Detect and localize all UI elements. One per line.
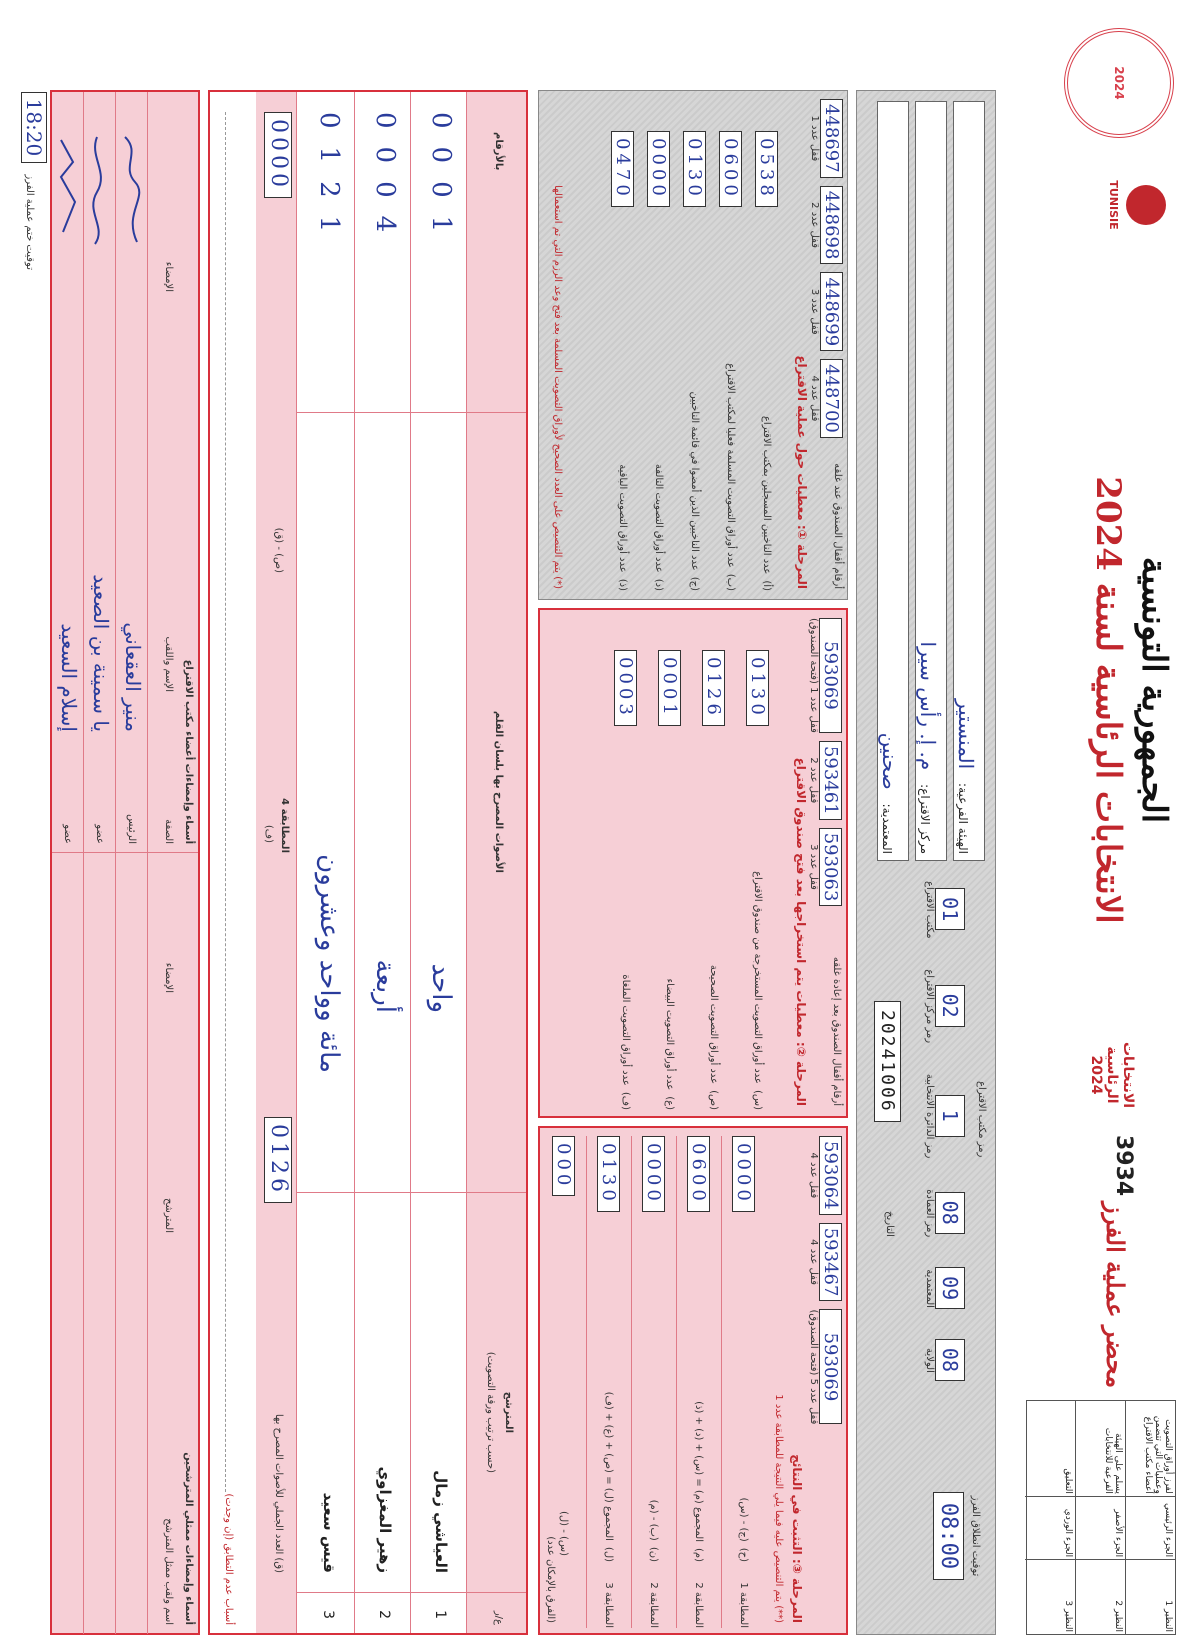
member-row xyxy=(116,92,148,852)
check-row xyxy=(631,1136,676,1628)
copies-table xyxy=(1026,1400,1176,1635)
section2-item xyxy=(692,650,736,1110)
signatures-block xyxy=(50,90,200,1635)
seal-value: 593064 xyxy=(819,1136,842,1215)
signature-scribble-icon xyxy=(55,132,79,252)
reps-title: أسماء وإمضاءات ممثلي المترشحين xyxy=(183,1452,194,1625)
codes-row xyxy=(924,881,965,1381)
header-band xyxy=(1006,0,1196,1651)
copies-row xyxy=(1025,1401,1075,1634)
section1-seal-label: أرقام أقفال الصندوق عند غلقه xyxy=(832,463,843,589)
section1-item xyxy=(677,131,713,591)
members-title: أسماء وإمضاءات أعضاء مكتب الاقتراع xyxy=(183,659,194,844)
region-value: المنستير xyxy=(954,699,978,770)
check-formula: (س) - (ل) xyxy=(558,1510,570,1556)
copy-dest: يسلم على الهيئة الفرعية للانتخابات xyxy=(1103,1427,1124,1494)
seal-label: قفل عدد 2 xyxy=(808,757,819,804)
item-label: عدد أوراق التصويت البيضاء xyxy=(664,978,676,1091)
code-cell xyxy=(924,969,965,1043)
item-key: (ذ) xyxy=(617,578,629,591)
row-letters: أربعة xyxy=(370,959,400,1013)
check-formula: (ج) - (س) xyxy=(738,1497,750,1542)
check-formula: المجموع (م) = (س) + (د) + (ذ) xyxy=(693,1401,705,1542)
copy-part: الجزء الوردي xyxy=(1025,1496,1075,1559)
check-diff: 0000 xyxy=(643,1136,666,1212)
seal-label: قفل عدد 3 xyxy=(809,288,820,335)
constituency-value: صحنين xyxy=(878,732,902,790)
row-index: 1 xyxy=(432,1610,448,1619)
item-key: (ب) xyxy=(725,573,737,591)
code-cell xyxy=(924,1074,965,1158)
diff-label: (الفرق بالإمكان عدد) xyxy=(545,1536,556,1623)
seal-value: 593063 xyxy=(819,828,842,907)
row-candidate: زهير المغزاوي xyxy=(376,1466,394,1573)
seal-box xyxy=(809,359,843,438)
seal-box xyxy=(809,186,843,265)
seal-value: 593069 xyxy=(819,618,842,733)
check-sub: (ل) xyxy=(603,1546,615,1562)
check-row xyxy=(586,1136,631,1628)
seal-box xyxy=(809,99,843,178)
flag-icon xyxy=(1126,185,1166,225)
match4-label: المطابقة 4 xyxy=(279,798,290,853)
check-diff: 0000 xyxy=(733,1136,756,1212)
results-table xyxy=(208,90,528,1635)
member-name: منير العقعاني xyxy=(121,622,145,732)
item-value: 0126 xyxy=(703,650,726,726)
isie-label: TUNISIE xyxy=(1107,180,1120,230)
section3 xyxy=(538,1126,848,1635)
section3-checks xyxy=(542,1136,766,1628)
item-value: 0130 xyxy=(684,131,707,207)
form-number: 3934 xyxy=(1111,1135,1136,1197)
section1-footnote: (*) يتم التنصيص على العدد الصحيح لأوراق التصويت المسلمة بعد فتح وعد الرزم التي تم استعمالها xyxy=(552,185,563,589)
results-header xyxy=(466,92,526,1633)
seal-value: 448698 xyxy=(820,186,843,265)
copy-name: النظير 1 xyxy=(1126,1559,1175,1634)
end-time-group xyxy=(6,10,46,270)
date-label: التاريخ xyxy=(884,1211,895,1237)
code-value: 09 xyxy=(935,1267,965,1309)
constituency-field xyxy=(877,101,909,861)
code-label: المعتمدية xyxy=(924,1269,935,1308)
match4-formula: (ص) - (ق) xyxy=(273,527,284,573)
seal-label: قفل عدد 5 (فتحة الصندوق) xyxy=(808,1309,819,1425)
code-cell xyxy=(924,881,965,938)
check-name: المطابقة 1 xyxy=(738,1582,750,1628)
seal-value: 448697 xyxy=(820,99,843,178)
section2-item xyxy=(736,650,780,1110)
code-label: رمز العمادة xyxy=(924,1189,935,1238)
seal-value: 593069 xyxy=(819,1309,842,1424)
time-label: توقيت انطلاق الفرز xyxy=(970,1495,981,1577)
region-field xyxy=(953,101,985,861)
form-title: محضر عملية الفرز xyxy=(1101,1201,1130,1389)
seal-label: قفل عدد 4 xyxy=(809,375,820,422)
code-label: رمز مركز الاقتراع xyxy=(924,969,935,1044)
copy-dest: لفرز أوراق التصويت وعمليات التي تتضمن أعضاء مكتب الاقتراع xyxy=(1143,1415,1173,1494)
date-value: 20241006 xyxy=(874,1001,901,1122)
row-divider xyxy=(147,853,148,1634)
seal-box xyxy=(809,272,843,351)
code-label: رمز الدائرة الانتخابية xyxy=(924,1073,935,1159)
row-divider xyxy=(115,853,116,1634)
col-index-label: ع/ر xyxy=(493,1610,504,1625)
codes-group xyxy=(863,881,987,1381)
section1-item xyxy=(749,131,785,591)
code-value: 1 xyxy=(935,1095,965,1137)
table-row xyxy=(410,92,466,1633)
item-key: (ج) xyxy=(689,576,701,591)
time-value: 08:00 xyxy=(933,1492,964,1580)
item-key: (س) xyxy=(752,1089,764,1110)
member-signature xyxy=(55,132,79,252)
item-label: عدد أوراق التصويت التالفة xyxy=(653,463,665,573)
subtitle: الجمهورية التونسية xyxy=(1134,556,1174,824)
col-candidate-label: المترشح xyxy=(503,1391,514,1433)
check-diff: 000 xyxy=(553,1136,576,1196)
member-name: إسلام السعيد xyxy=(57,623,81,732)
totals-row xyxy=(256,92,296,1633)
table-row xyxy=(296,92,354,1633)
check-formula: المجموع (ل) = (ص) + (ع) + (ف) xyxy=(603,1391,615,1541)
center-label: مركز الاقتراع: xyxy=(918,784,932,854)
copy-part: الجزء الأصفر xyxy=(1076,1496,1125,1559)
member-name: يا سمينة بن الصعيد xyxy=(89,574,113,732)
members-col-name: الإسم واللقب xyxy=(163,636,174,692)
row-digits: 0004 xyxy=(370,112,400,251)
section1-items xyxy=(605,131,785,591)
item-label: عدد الناخبين الذين أمضوا في قائمة الناخبين xyxy=(689,391,701,571)
seal-value: 448699 xyxy=(820,272,843,351)
section2 xyxy=(538,608,848,1118)
region-label: الهيئة الفرعية: xyxy=(956,783,970,854)
copies-row xyxy=(1075,1401,1125,1634)
mismatch-label: أسباب عدم التطابق (إن وجدت) xyxy=(223,1493,234,1625)
time-group xyxy=(933,1451,981,1621)
item-value: 0000 xyxy=(648,131,671,207)
check-name: المطابقة 2 xyxy=(693,1582,705,1628)
row-candidate: العياشي زمال xyxy=(432,1470,450,1573)
member-role: عضو xyxy=(62,824,73,844)
item-value: 0600 xyxy=(720,131,743,207)
seal-label: قفل عدد 2 xyxy=(809,202,820,248)
item-value: 0470 xyxy=(612,131,635,207)
members-col-sign: الإمضاء xyxy=(163,261,174,292)
check-sub: (ن) xyxy=(648,1546,660,1562)
section3-seals xyxy=(808,1136,842,1626)
identity-band xyxy=(856,90,996,1635)
seal-value: 593461 xyxy=(819,741,842,820)
check-sub: (ح) xyxy=(738,1547,750,1562)
total-value: 0126 xyxy=(264,1117,292,1203)
row-digits: 0121 xyxy=(314,112,344,251)
check-row xyxy=(676,1136,721,1628)
copies-row xyxy=(1125,1401,1175,1634)
copy-part: الجزء الرئيسي xyxy=(1126,1496,1175,1559)
section3-title: المرحلة ③: التثبت في النتائج xyxy=(790,1454,804,1623)
seal-label: قفل عدد 1 xyxy=(809,115,820,162)
member-row xyxy=(52,92,84,852)
copy-name: النظير 3 xyxy=(1025,1559,1075,1634)
code-cell xyxy=(924,1189,965,1237)
table-row xyxy=(354,92,410,1633)
section2-item xyxy=(604,650,648,1110)
code-value: 08 xyxy=(935,1192,965,1234)
row-index: 2 xyxy=(376,1610,392,1619)
check-sub: (م) xyxy=(693,1548,705,1562)
col-letters-label: الأصوات المصرح بها بلسان القلم xyxy=(493,710,504,873)
official-stamp xyxy=(1064,28,1174,138)
seal-value: 593467 xyxy=(819,1223,842,1302)
members-col-role: الصفة xyxy=(163,819,174,844)
item-key: (ص) xyxy=(708,1090,720,1110)
member-role: عضو xyxy=(94,824,105,844)
section2-title: المرحلة ②: معطيات يتم استخراجها بعد فتح صندوق الاقتراع xyxy=(794,757,808,1106)
item-value: 0003 xyxy=(615,650,638,726)
row-divider xyxy=(83,853,84,1634)
copy-dest: التعليق xyxy=(1063,1468,1074,1494)
member-signature xyxy=(119,132,143,252)
code-cell xyxy=(924,1340,965,1381)
mismatch-line xyxy=(225,112,226,1492)
seal-box xyxy=(808,618,842,733)
end-time-value: 18:20 xyxy=(21,92,47,164)
check-row xyxy=(721,1136,766,1628)
row-letters: مائة وواحد وعشرون xyxy=(314,854,344,1073)
item-label: عدد أوراق التصويت الباقية xyxy=(617,464,629,573)
section1-item xyxy=(641,131,677,591)
isie-logo xyxy=(1046,160,1166,250)
station-code-label: رمز مكتب الاقتراع xyxy=(976,1081,987,1158)
copy-name: النظير 2 xyxy=(1076,1559,1125,1634)
match4-diff: 0000 xyxy=(264,112,292,198)
section3-headnote: (**) يتم التنصيص عليه فيما يلي النتيجة للمطابقة عدد 1 xyxy=(773,1394,784,1623)
check-name: المطابقة 3 xyxy=(603,1582,615,1628)
check-name: المطابقة 2 xyxy=(648,1582,660,1628)
item-label: عدد أوراق التصويت المستخرجة من صندوق الاقتراع xyxy=(752,871,764,1084)
section1-title: المرحلة ①: معطيات حول عملية الاقتراع xyxy=(795,355,809,589)
row-candidate: قيس سعيد xyxy=(320,1492,338,1573)
seal-label: قفل عدد 3 xyxy=(808,844,819,890)
code-cell xyxy=(924,1268,965,1309)
seal-value: 448700 xyxy=(820,359,843,438)
total-label: (ق) العدد الجملي للأصوات المصرح بها xyxy=(273,1413,284,1573)
section2-seals xyxy=(808,618,842,978)
end-time-label: توقيت ختم عملية الفرز xyxy=(24,174,35,270)
code-label: مكتب الاقتراع xyxy=(924,881,935,939)
constituency-label: المعتمدية: xyxy=(880,803,894,854)
section2-items xyxy=(604,650,780,1110)
reps-table xyxy=(52,852,198,1633)
item-value: 0001 xyxy=(659,650,682,726)
center-value: م. إ. رأس سيرا xyxy=(916,641,940,771)
section2-item xyxy=(648,650,692,1110)
item-key: (د) xyxy=(653,578,665,591)
code-label: الولاية xyxy=(924,1348,935,1373)
section1-seals xyxy=(809,99,843,589)
check-formula: (ب) - (م) xyxy=(648,1499,660,1541)
seal-box xyxy=(808,1309,842,1424)
stamp-text: 2024 xyxy=(1112,66,1126,100)
col-digits-label: بالأرقام xyxy=(493,132,504,171)
item-label: عدد أوراق التصويت الصحيحة xyxy=(708,964,720,1085)
row-digits: 0001 xyxy=(426,112,456,251)
member-signature xyxy=(87,132,111,252)
match4-sub: (ف) xyxy=(263,824,274,843)
item-label: عدد أوراق التصويت الملغاة xyxy=(620,974,632,1086)
col-candidate-sub: (حسب ترتيب ورقة التصويت) xyxy=(485,1351,496,1473)
reps-col-sign: الإمضاء xyxy=(163,962,174,993)
row-letters: واحد xyxy=(426,963,456,1013)
code-value: 08 xyxy=(935,1339,965,1381)
check-value: 0130 xyxy=(598,1136,621,1212)
page-title: الانتخابات الرئاسية لسنة 2024 xyxy=(1088,476,1128,924)
seal-box xyxy=(808,741,842,820)
code-value: 01 xyxy=(935,888,965,930)
member-role: الرئيس xyxy=(126,814,137,844)
election-logo: الانتخابات الرئاسية 2024 xyxy=(1088,1041,1136,1109)
item-value: 0538 xyxy=(756,131,779,207)
code-value: 02 xyxy=(935,985,965,1027)
center-field xyxy=(915,101,947,861)
item-label: عدد أوراق التصويت المسلمة فعليا لمكتب الاقتراع xyxy=(725,363,737,568)
member-row xyxy=(84,92,116,852)
section1-item xyxy=(605,131,641,591)
seal-box xyxy=(808,1136,842,1215)
check-value: 0600 xyxy=(688,1136,711,1212)
section1 xyxy=(538,90,848,600)
seal-label: قفل عدد 4 xyxy=(808,1239,819,1285)
seal-box xyxy=(808,1223,842,1302)
seal-label: قفل عدد 1 (فتحة الصندوق) xyxy=(808,618,819,733)
seal-box xyxy=(808,828,842,907)
signature-scribble-icon xyxy=(87,132,111,252)
item-key: (ع) xyxy=(664,1096,676,1110)
reps-col-name: اسم ولقب ممثل المترشح xyxy=(163,1518,174,1625)
members-table xyxy=(52,92,198,852)
reps-col-candidate: المترشح xyxy=(163,1198,174,1233)
section1-item xyxy=(713,131,749,591)
item-key: (أ) xyxy=(761,580,773,591)
row-index: 3 xyxy=(320,1610,336,1619)
item-key: (ف) xyxy=(620,1091,632,1110)
signature-scribble-icon xyxy=(119,132,143,252)
seal-label: قفل عدد 4 xyxy=(808,1152,819,1199)
item-value: 0130 xyxy=(747,650,770,726)
item-label: عدد الناخبين المسجلين بمكتب الاقتراع xyxy=(761,415,773,575)
section2-seal-label: أرقام أقفال الصندوق بعد إعادة غلقه xyxy=(831,956,842,1106)
